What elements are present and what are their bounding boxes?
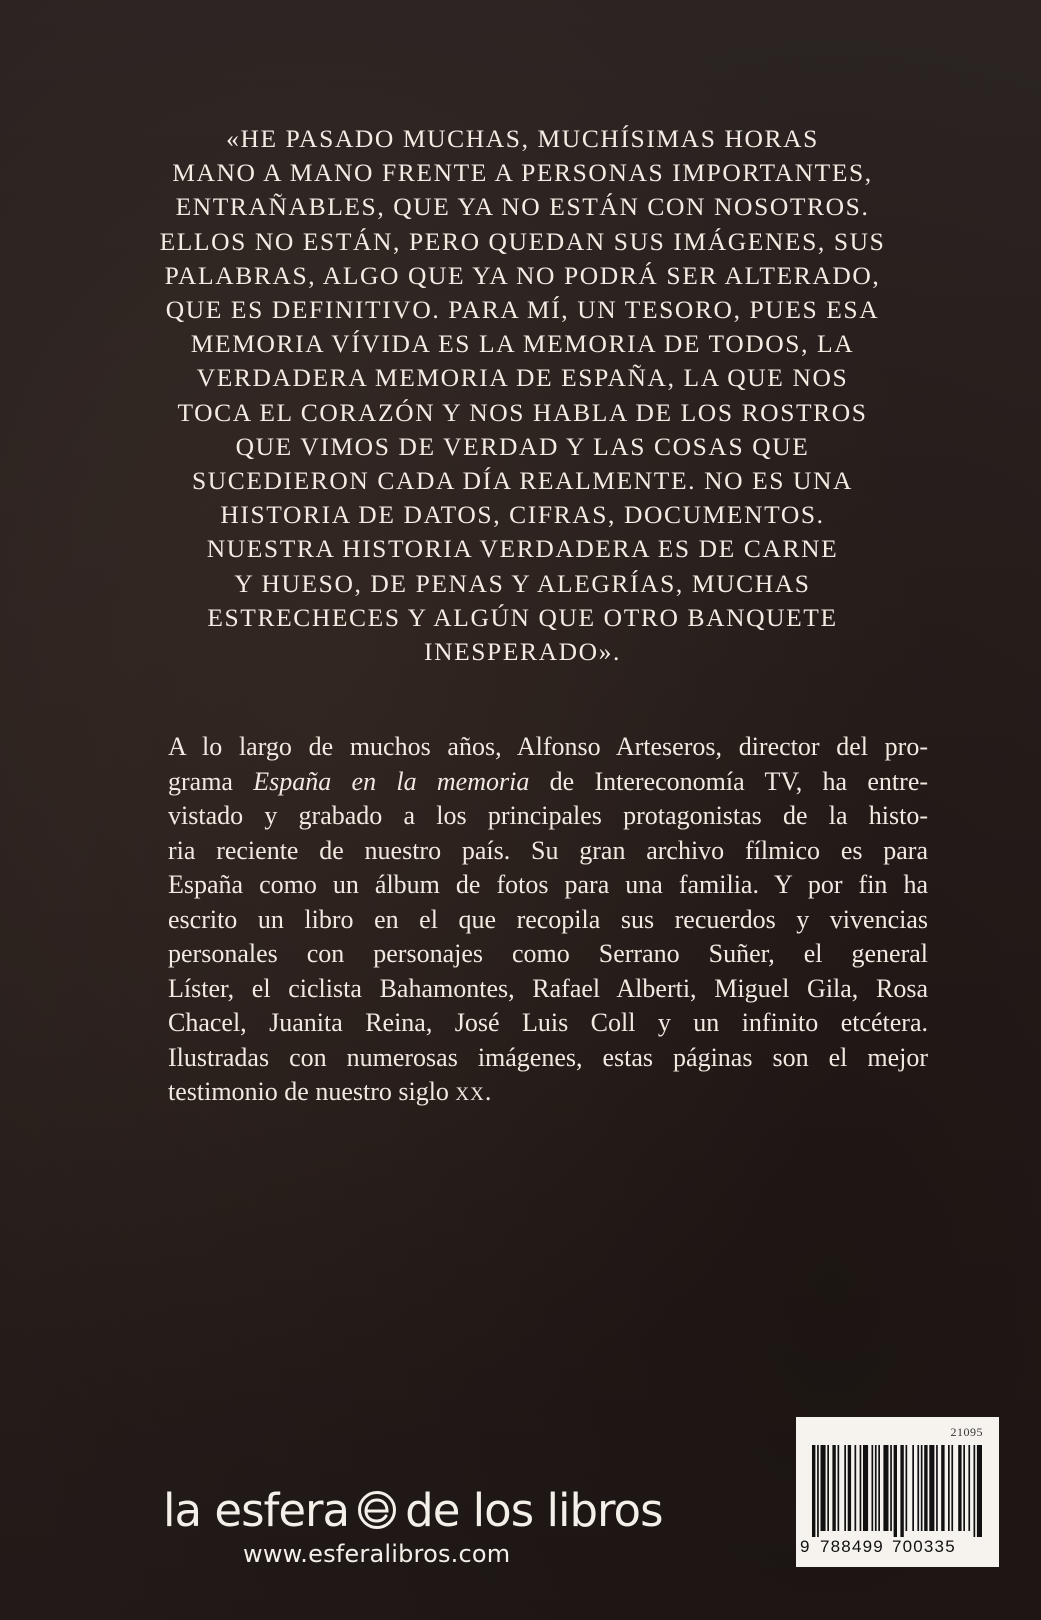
- description-line: Líster, el ciclista Bahamontes, Rafael Alberti, Miguel Gila, Rosa: [168, 973, 928, 1003]
- century-numeral: XX: [455, 1084, 485, 1105]
- isbn-group-1: 788499: [820, 1537, 884, 1556]
- description-line: Chacel, Juanita Reina, José Luis Coll y un infinito etcétera.: [168, 1008, 928, 1037]
- internal-code: 21095: [950, 1425, 983, 1439]
- isbn-digits: [800, 1537, 995, 1557]
- quote-line: SUCEDIERON CADA DÍA REALMENTE. NO ES UNA: [191, 466, 854, 496]
- description-text: grama: [168, 766, 254, 796]
- publisher-url: www.esferalibros.com: [243, 1540, 511, 1568]
- description-text: .: [484, 1077, 492, 1106]
- description-text: testimonio de nuestro siglo: [168, 1077, 456, 1106]
- isbn-group-2: 700335: [891, 1537, 956, 1556]
- description-text: de Intereconomía TV, ha entre-: [529, 766, 929, 796]
- quote-line: TOCA EL CORAZÓN Y NOS HABLA DE LOS ROSTROS: [177, 397, 868, 427]
- quote-line: QUE ES DEFINITIVO. PARA MÍ, UN TESORO, PUES ESA: [165, 295, 880, 325]
- description-line: vistado y grabado a los principales protagonistas de la histo-: [168, 801, 928, 830]
- quote-line: MEMORIA VÍVIDA ES LA MEMORIA DE TODOS, LA: [190, 329, 855, 359]
- isbn-lead-digit: 9: [800, 1537, 810, 1556]
- quote-line: ESTRECHECES Y ALGÚN QUE OTRO BANQUETE: [207, 602, 838, 632]
- quote-line: Y HUESO, DE PENAS Y ALEGRÍAS, MUCHAS: [234, 568, 811, 598]
- quote-line: HISTORIA DE DATOS, CIFRAS, DOCUMENTOS.: [220, 500, 825, 530]
- quote-line: ELLOS NO ESTÁN, PERO QUEDAN SUS IMÁGENES, SUS: [159, 226, 886, 256]
- quote-line: NUESTRA HISTORIA VERDADERA ES DE CARNE: [206, 534, 839, 564]
- description-line: personales con personajes como Serrano Suñer, el general: [168, 939, 928, 968]
- book-description: [168, 730, 928, 1113]
- quote-line: «HE PASADO MUCHAS, MUCHÍSIMAS HORAS: [226, 124, 819, 153]
- e-seal-icon: [357, 1490, 397, 1530]
- quote-line: ENTRAÑABLES, QUE YA NO ESTÁN CON NOSOTROS.: [175, 192, 870, 222]
- quote-line: VERDADERA MEMORIA DE ESPAÑA, LA QUE NOS: [196, 363, 849, 393]
- description-line: España como un álbum de fotos para una familia. Y por fin ha: [168, 870, 928, 899]
- barcode-panel: [796, 1417, 999, 1567]
- description-line: Ilustradas con numerosas imágenes, estas páginas son el mejor: [168, 1042, 928, 1072]
- description-line: A lo largo de muchos años, Alfonso Arteseros, director del pro-: [168, 732, 928, 761]
- quote-line: INESPERADO».: [423, 637, 621, 667]
- quote-line: MANO A MANO FRENTE A PERSONAS IMPORTANTES,: [172, 158, 873, 188]
- publisher-name-left: la esfera: [163, 1483, 350, 1537]
- description-line: [168, 765, 928, 800]
- isbn-barcode: [812, 1445, 986, 1537]
- description-line: ria reciente de nuestro país. Su gran archivo fílmico es para: [168, 835, 928, 865]
- author-quote: [150, 122, 895, 669]
- quote-line: QUE VIMOS DE VERDAD Y LAS COSAS QUE: [235, 431, 810, 461]
- program-title: España en la memoria: [253, 766, 530, 796]
- publisher-name-right: de los libros: [405, 1483, 663, 1537]
- description-line: escrito un libro en el que recopila sus recuerdos y vivencias: [168, 904, 928, 934]
- description-line: [168, 1075, 928, 1113]
- quote-line: PALABRAS, ALGO QUE YA NO PODRÁ SER ALTERADO,: [164, 260, 881, 290]
- publisher-logo: [163, 1480, 663, 1540]
